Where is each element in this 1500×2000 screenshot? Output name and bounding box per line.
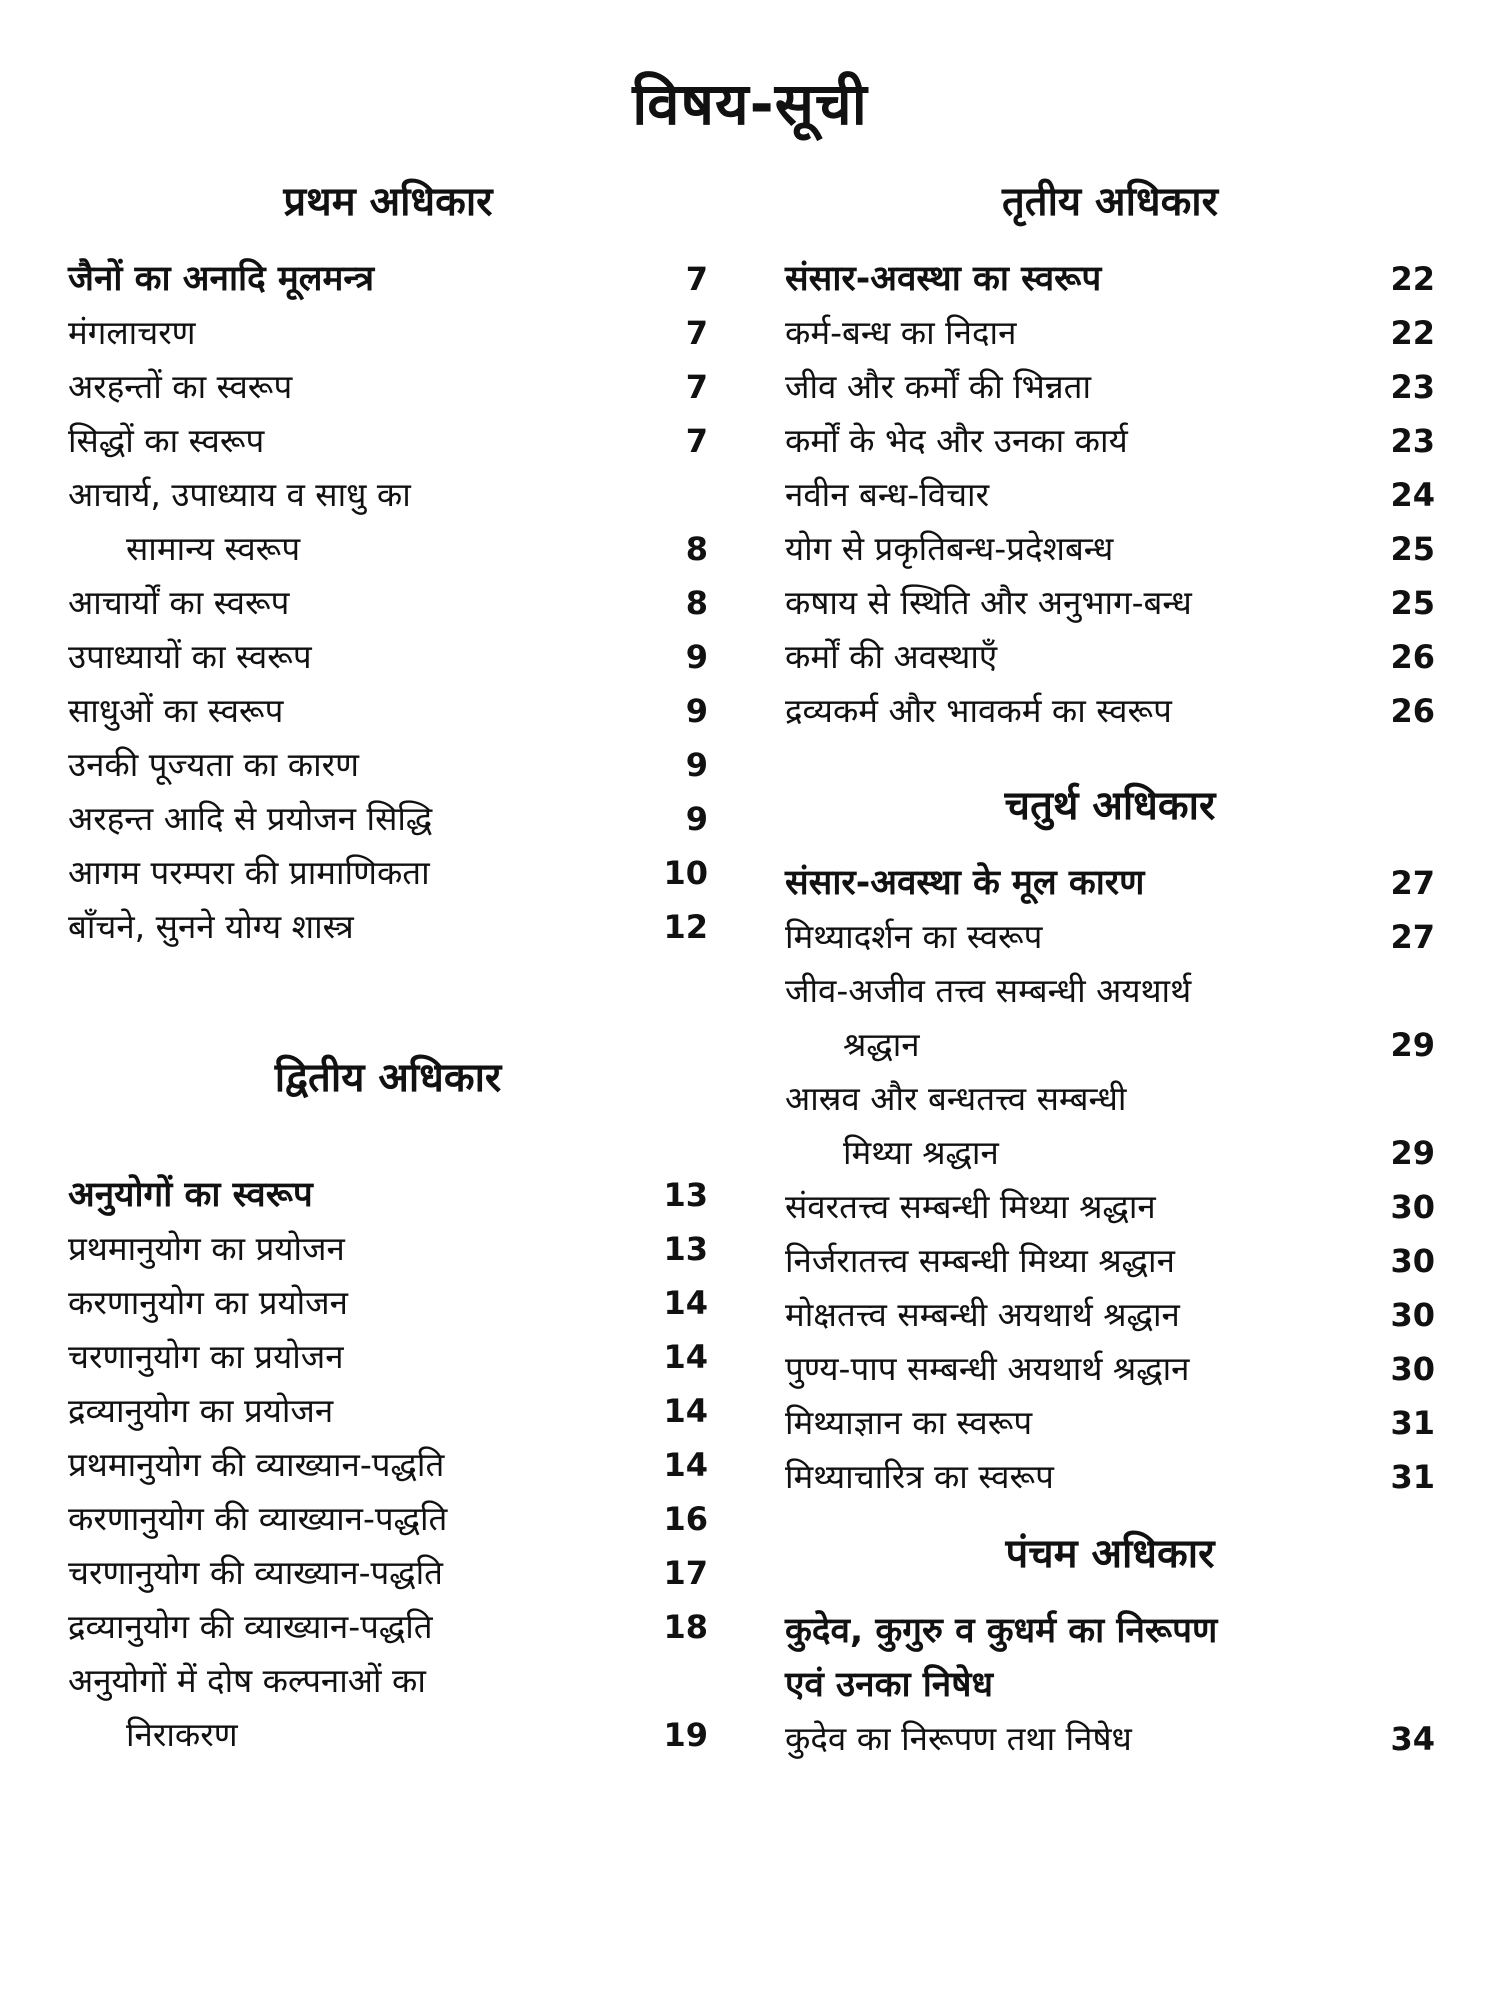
entry-title: कुदेव, कुगुरु व कुधर्म का निरूपण <box>785 1611 1218 1651</box>
entry-page: 14 <box>663 1392 708 1430</box>
entry-title: योग से प्रकृतिबन्ध-प्रदेशबन्ध <box>785 529 1114 568</box>
entry-title: जीव-अजीव तत्त्व सम्बन्धी अयथार्थ <box>785 971 1192 1010</box>
toc-entry <box>785 360 1435 414</box>
section-heading: चतुर्थ अधिकार <box>1004 783 1216 829</box>
entry-title: करणानुयोग की व्याख्यान-पद्धति <box>68 1499 448 1538</box>
section-heading: द्वितीय अधिकार <box>274 1055 502 1101</box>
entry-title: संसार-अवस्था का स्वरूप <box>785 259 1102 299</box>
entry-page: 26 <box>1390 638 1435 676</box>
toc-entry <box>68 846 708 900</box>
entry-title: द्रव्यकर्म और भावकर्म का स्वरूप <box>785 691 1172 730</box>
section-chaturth <box>785 772 1435 1504</box>
entry-title-cont: मिथ्या श्रद्धान <box>843 1133 999 1172</box>
section-pratham <box>68 168 708 954</box>
toc-entry <box>785 1342 1435 1396</box>
toc-entry <box>785 910 1435 964</box>
entry-title: प्रथमानुयोग की व्याख्यान-पद्धति <box>68 1445 445 1484</box>
entry-page: 17 <box>663 1554 708 1592</box>
entry-title: कर्मों के भेद और उनका कार्य <box>785 421 1128 460</box>
entry-title: कर्म-बन्ध का निदान <box>785 313 1017 352</box>
entry-page: 30 <box>1390 1350 1435 1388</box>
toc-entry <box>785 576 1435 630</box>
entry-page: 7 <box>685 314 708 352</box>
entry-title: सिद्धों का स्वरूप <box>68 421 265 460</box>
entry-title: चरणानुयोग की व्याख्यान-पद्धति <box>68 1553 443 1592</box>
entry-title: प्रथमानुयोग का प्रयोजन <box>68 1229 345 1268</box>
toc-entry <box>785 856 1435 910</box>
entry-title: उपाध्यायों का स्वरूप <box>68 637 312 676</box>
toc-entry <box>785 1180 1435 1234</box>
toc-entry <box>68 576 708 630</box>
entry-list <box>68 252 708 954</box>
toc-entry <box>785 684 1435 738</box>
section-heading: पंचम अधिकार <box>1005 1531 1215 1577</box>
entry-title: साधुओं का स्वरूप <box>68 691 284 730</box>
toc-entry <box>68 306 708 360</box>
entry-title-cont: निराकरण <box>126 1715 238 1754</box>
entry-title: द्रव्यानुयोग की व्याख्यान-पद्धति <box>68 1607 433 1646</box>
entry-page: 9 <box>685 746 708 784</box>
entry-title-cont: एवं उनका निषेध <box>785 1665 993 1705</box>
toc-entry <box>68 900 708 954</box>
toc-entry <box>785 1396 1435 1450</box>
entry-title: मिथ्यादर्शन का स्वरूप <box>785 917 1043 956</box>
entry-title: आचार्य, उपाध्याय व साधु का <box>68 475 411 514</box>
entry-page: 19 <box>663 1716 708 1754</box>
toc-entry <box>68 1546 708 1600</box>
entry-list <box>785 856 1435 1504</box>
entry-list <box>785 252 1435 738</box>
entry-page: 27 <box>1390 864 1435 902</box>
entry-page: 22 <box>1390 260 1435 298</box>
entry-title: मोक्षतत्त्व सम्बन्धी अयथार्थ श्रद्धान <box>785 1295 1180 1334</box>
entry-title: जीव और कर्मों की भिन्नता <box>785 367 1092 406</box>
entry-page: 27 <box>1390 918 1435 956</box>
entry-page: 12 <box>663 908 708 946</box>
entry-page: 13 <box>663 1176 708 1214</box>
toc-entry <box>68 630 708 684</box>
section-heading: तृतीय अधिकार <box>1001 179 1219 225</box>
entry-page: 9 <box>685 692 708 730</box>
toc-entry <box>785 630 1435 684</box>
entry-page: 25 <box>1390 530 1435 568</box>
entry-title: निर्जरातत्त्व सम्बन्धी मिथ्या श्रद्धान <box>785 1241 1175 1280</box>
toc-entry <box>68 1276 708 1330</box>
toc-entry <box>785 964 1435 1072</box>
entry-title-cont: श्रद्धान <box>843 1025 920 1064</box>
entry-title: अनुयोगों में दोष कल्पनाओं का <box>68 1661 426 1700</box>
section-pancham <box>785 1520 1435 1766</box>
entry-page: 30 <box>1390 1242 1435 1280</box>
entry-page: 22 <box>1390 314 1435 352</box>
entry-title: करणानुयोग का प्रयोजन <box>68 1283 348 1322</box>
entry-page: 29 <box>1390 1026 1435 1064</box>
entry-page: 8 <box>685 530 708 568</box>
entry-title: आचार्यों का स्वरूप <box>68 583 290 622</box>
entry-page: 7 <box>685 368 708 406</box>
entry-title: कषाय से स्थिति और अनुभाग-बन्ध <box>785 583 1192 622</box>
section-dvitiya <box>68 1044 708 1762</box>
entry-title: जैनों का अनादि मूलमन्त्र <box>68 259 375 299</box>
toc-entry <box>68 738 708 792</box>
toc-entry <box>68 252 708 306</box>
entry-page: 8 <box>685 584 708 622</box>
entry-page: 9 <box>685 800 708 838</box>
entry-title: नवीन बन्ध-विचार <box>785 475 990 514</box>
entry-title: संसार-अवस्था के मूल कारण <box>785 863 1145 903</box>
entry-page: 23 <box>1390 422 1435 460</box>
toc-entry <box>68 1438 708 1492</box>
toc-entry <box>68 468 708 576</box>
entry-page: 7 <box>685 260 708 298</box>
entry-page: 24 <box>1390 476 1435 514</box>
entry-title: आस्रव और बन्धतत्त्व सम्बन्धी <box>785 1079 1127 1118</box>
entry-page: 10 <box>663 854 708 892</box>
entry-page: 9 <box>685 638 708 676</box>
toc-entry <box>785 1072 1435 1180</box>
toc-entry <box>68 1168 708 1222</box>
toc-entry <box>68 1330 708 1384</box>
entry-title: मंगलाचरण <box>68 313 196 352</box>
toc-entry <box>68 414 708 468</box>
entry-page: 23 <box>1390 368 1435 406</box>
toc-entry <box>68 684 708 738</box>
toc-entry <box>68 360 708 414</box>
entry-title: द्रव्यानुयोग का प्रयोजन <box>68 1391 334 1430</box>
toc-entry <box>785 306 1435 360</box>
toc-entry <box>68 1384 708 1438</box>
entry-title: बाँचने, सुनने योग्य शास्त्र <box>68 907 354 946</box>
toc-entry <box>785 252 1435 306</box>
toc-entry <box>785 522 1435 576</box>
entry-page: 16 <box>663 1500 708 1538</box>
toc-entry <box>785 1234 1435 1288</box>
toc-entry <box>68 792 708 846</box>
entry-title: अरहन्तों का स्वरूप <box>68 367 293 406</box>
toc-entry <box>785 1450 1435 1504</box>
entry-page: 29 <box>1390 1134 1435 1172</box>
toc-entry <box>785 414 1435 468</box>
entry-page: 18 <box>663 1608 708 1646</box>
entry-page: 14 <box>663 1446 708 1484</box>
entry-page: 34 <box>1390 1720 1435 1758</box>
entry-title-cont: सामान्य स्वरूप <box>126 529 301 568</box>
toc-entry <box>68 1600 708 1654</box>
toc-entry <box>785 468 1435 522</box>
entry-page: 31 <box>1390 1458 1435 1496</box>
entry-title: कर्मों की अवस्थाएँ <box>785 637 998 676</box>
entry-title: मिथ्याचारित्र का स्वरूप <box>785 1457 1054 1496</box>
entry-title: आगम परम्परा की प्रामाणिकता <box>68 853 430 892</box>
entry-page: 13 <box>663 1230 708 1268</box>
entry-page: 30 <box>1390 1296 1435 1334</box>
entry-page: 31 <box>1390 1404 1435 1442</box>
entry-page: 25 <box>1390 584 1435 622</box>
entry-page: 30 <box>1390 1188 1435 1226</box>
entry-list <box>785 1604 1435 1766</box>
entry-page: 26 <box>1390 692 1435 730</box>
toc-entry <box>785 1712 1435 1766</box>
entry-title: संवरतत्त्व सम्बन्धी मिथ्या श्रद्धान <box>785 1187 1156 1226</box>
entry-title: कुदेव का निरूपण तथा निषेध <box>785 1719 1132 1758</box>
entry-title: अरहन्त आदि से प्रयोजन सिद्धि <box>68 799 433 838</box>
entry-title: पुण्य-पाप सम्बन्धी अयथार्थ श्रद्धान <box>785 1349 1190 1388</box>
entry-page: 14 <box>663 1338 708 1376</box>
entry-page: 14 <box>663 1284 708 1322</box>
entry-title: अनुयोगों का स्वरूप <box>68 1175 313 1215</box>
entry-list <box>68 1168 708 1762</box>
page-title: विषय-सूची <box>632 70 868 138</box>
toc-entry <box>785 1288 1435 1342</box>
toc-entry <box>68 1654 708 1762</box>
entry-title: उनकी पूज्यता का कारण <box>68 745 360 784</box>
toc-entry <box>68 1492 708 1546</box>
section-heading: प्रथम अधिकार <box>283 179 493 225</box>
entry-page: 7 <box>685 422 708 460</box>
toc-entry <box>785 1604 1435 1712</box>
toc-entry <box>68 1222 708 1276</box>
entry-title: मिथ्याज्ञान का स्वरूप <box>785 1403 1033 1442</box>
entry-title: चरणानुयोग का प्रयोजन <box>68 1337 344 1376</box>
section-tritiya <box>785 168 1435 738</box>
